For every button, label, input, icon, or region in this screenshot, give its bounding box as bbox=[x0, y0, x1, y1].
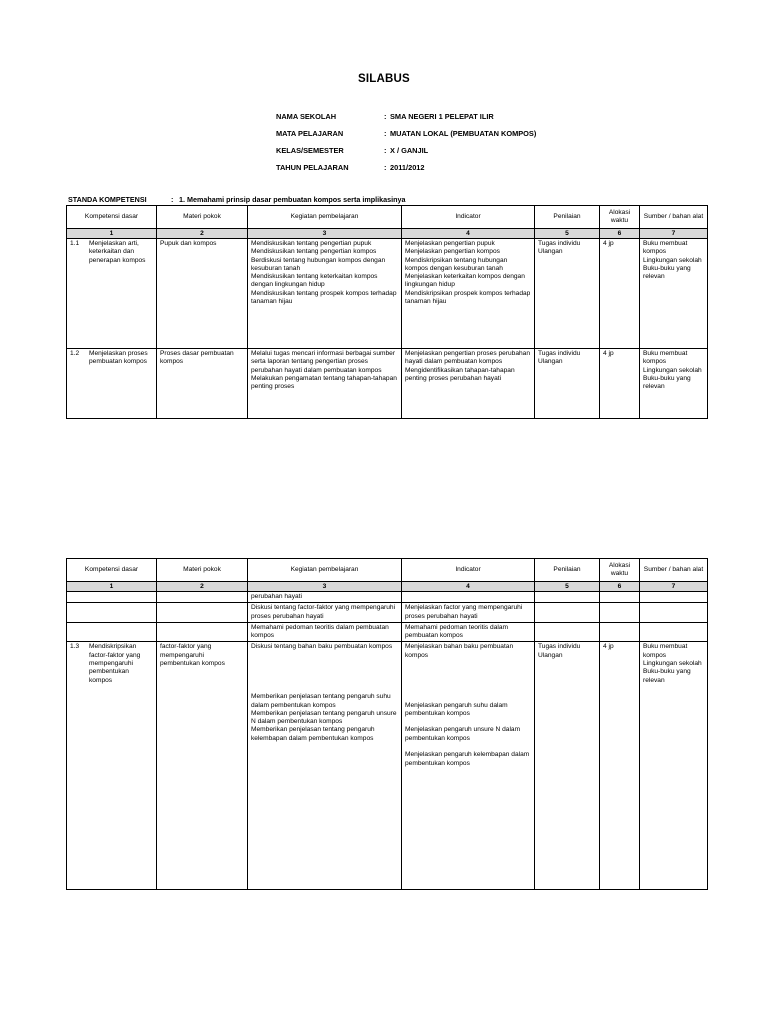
column-number-row bbox=[67, 582, 708, 592]
indikator-cell: Menjelaskan factor yang mempengaruhi proses perubahan hayati bbox=[402, 603, 535, 623]
waktu-cell bbox=[600, 622, 640, 642]
sumber-cell bbox=[640, 592, 708, 603]
header-cell: Kompetensi dasar bbox=[67, 206, 157, 229]
penilaian-cell bbox=[535, 592, 600, 603]
kd-text: Mendiskripsikan factor-faktor yang mempengaruhi pembentukan kompos bbox=[89, 643, 141, 684]
syllabus-table-1 bbox=[66, 205, 708, 419]
materi-cell bbox=[157, 603, 248, 623]
kegiatan-cell: Memahami pedoman teoritis dalam pembuatan kompos bbox=[248, 622, 402, 642]
kegiatan-cell: Diskusi tentang factor-faktor yang mempengaruhi proses perubahan hayati bbox=[248, 603, 402, 623]
column-number: 6 bbox=[600, 582, 640, 592]
penilaian-cell: Tugas individu Ulangan bbox=[535, 239, 600, 349]
kd-text: Menjelaskan proses pembuatan kompos bbox=[89, 350, 148, 366]
meta-value: 2011/2012 bbox=[390, 163, 425, 172]
meta-key: NAMA SEKOLAH bbox=[276, 112, 337, 121]
meta-colon: : bbox=[384, 163, 387, 172]
column-number: 7 bbox=[640, 582, 708, 592]
column-number: 5 bbox=[535, 582, 600, 592]
header-cell: Indicator bbox=[402, 559, 535, 582]
table-row bbox=[67, 603, 708, 623]
kegiatan-cell: Mendiskusikan tentang pengertian pupuk Mendiskusikan tentang pengertian kompos Berdiskusi tentang hubungan kompos dengan kesuburan tanah Mendiskusikan tentang keterkaitan kompos dengan lingkungan hidup Mendiskusikan tentang prospek kompos terhadap tanaman hijau bbox=[248, 239, 402, 349]
penilaian-cell: Tugas individu Ulangan bbox=[535, 642, 600, 890]
header-cell: Sumber / bahan alat bbox=[640, 559, 708, 582]
penilaian-cell bbox=[535, 622, 600, 642]
kd-number: 1.1 bbox=[70, 240, 80, 247]
table-row bbox=[67, 349, 708, 419]
waktu-cell: 4 jp bbox=[600, 349, 640, 419]
sumber-cell: Buku membuat kompos Lingkungan sekolah Buku-buku yang relevan bbox=[640, 349, 708, 419]
meta-colon: : bbox=[384, 112, 387, 121]
meta-key: TAHUN PELAJARAN bbox=[276, 163, 349, 172]
header-cell: Alokasi waktu bbox=[600, 559, 640, 582]
header-cell: Materi pokok bbox=[157, 206, 248, 229]
sumber-cell bbox=[640, 622, 708, 642]
materi-cell: Proses dasar pembuatan kompos bbox=[157, 349, 248, 419]
table-row bbox=[67, 592, 708, 603]
column-number: 6 bbox=[600, 229, 640, 239]
sumber-cell: Buku membuat kompos Lingkungan sekolah Buku-buku yang relevan bbox=[640, 239, 708, 349]
column-number: 2 bbox=[157, 582, 248, 592]
materi-cell bbox=[157, 622, 248, 642]
waktu-cell: 4 jp bbox=[600, 642, 640, 890]
sumber-cell bbox=[640, 603, 708, 623]
indikator-cell: Menjelaskan pengertian pupuk Menjelaskan pengertian kompos Mendiskripsikan tentang hubungan kompos dengan kesuburan tanah Menjelaskan keterkaitan kompos dengan lingkungan hidup Mendiskripsikan prospek kompos terhadap tanaman hijau bbox=[402, 239, 535, 349]
page-title: SILABUS bbox=[358, 73, 410, 85]
indikator-cell: Memahami pedoman teoritis dalam pembuatan kompos bbox=[402, 622, 535, 642]
waktu-cell bbox=[600, 603, 640, 623]
kd-cell bbox=[67, 239, 157, 349]
column-number: 1 bbox=[67, 582, 157, 592]
materi-cell: factor-faktor yang mempengaruhi pembentukan kompos bbox=[157, 642, 248, 890]
kd-cell bbox=[67, 642, 157, 890]
syllabus-table-2 bbox=[66, 558, 708, 890]
kd-cell bbox=[67, 592, 157, 603]
column-number: 7 bbox=[640, 229, 708, 239]
kd-text: Menjelaskan arti, keterkaitan dan penerapan kompos bbox=[89, 240, 146, 264]
kegiatan-cell: perubahan hayati bbox=[248, 592, 402, 603]
header-cell: Penilaian bbox=[535, 559, 600, 582]
indikator-cell: Menjelaskan bahan baku pembuatan kompos Menjelaskan pengaruh suhu dalam pembentukan kompos Menjelaskan pengaruh unsure N dalam pembentukan kompos Menjelaskan pengaruh kelembapan dalam pembentukan kompos bbox=[402, 642, 535, 890]
column-number: 2 bbox=[157, 229, 248, 239]
penilaian-cell bbox=[535, 603, 600, 623]
sumber-cell: Buku membuat kompos Lingkungan sekolah Buku-buku yang relevan bbox=[640, 642, 708, 890]
header-cell: Kegiatan pembelajaran bbox=[248, 559, 402, 582]
indikator-cell: Menjelaskan pengertian proses perubahan hayati dalam pembuatan kompos Mengidentifikasikan tahapan-tahapan penting proses perubahan hayati bbox=[402, 349, 535, 419]
waktu-cell: 4 jp bbox=[600, 239, 640, 349]
column-number-row bbox=[67, 229, 708, 239]
meta-key: KELAS/SEMESTER bbox=[276, 146, 344, 155]
indikator-cell bbox=[402, 592, 535, 603]
column-number: 3 bbox=[248, 582, 402, 592]
standar-value: 1. Memahami prinsip dasar pembuatan kompos serta implikasinya bbox=[179, 195, 406, 204]
table-row bbox=[67, 239, 708, 349]
header-cell: Indicator bbox=[402, 206, 535, 229]
penilaian-cell: Tugas individu Ulangan bbox=[535, 349, 600, 419]
materi-cell bbox=[157, 592, 248, 603]
standar-colon: : bbox=[171, 195, 174, 204]
table-row bbox=[67, 622, 708, 642]
column-number: 5 bbox=[535, 229, 600, 239]
header-cell: Kompetensi dasar bbox=[67, 559, 157, 582]
header-cell: Penilaian bbox=[535, 206, 600, 229]
meta-value: SMA NEGERI 1 PELEPAT ILIR bbox=[390, 112, 494, 121]
header-cell: Alokasi waktu bbox=[600, 206, 640, 229]
column-number: 3 bbox=[248, 229, 402, 239]
header-row bbox=[67, 559, 708, 582]
meta-colon: : bbox=[384, 129, 387, 138]
waktu-cell bbox=[600, 592, 640, 603]
kegiatan-cell: Melalui tugas mencari informasi berbagai sumber serta laporan tentang pengertian proses perubahan hayati dalam pembuatan kompos Melakukan pengamatan tentang tahapan-tahapan penting proses bbox=[248, 349, 402, 419]
standar-label: STANDA KOMPETENSI bbox=[68, 195, 147, 204]
meta-colon: : bbox=[384, 146, 387, 155]
column-number: 1 bbox=[67, 229, 157, 239]
kd-cell bbox=[67, 349, 157, 419]
column-number: 4 bbox=[402, 582, 535, 592]
header-cell: Sumber / bahan alat bbox=[640, 206, 708, 229]
header-cell: Kegiatan pembelajaran bbox=[248, 206, 402, 229]
meta-value: MUATAN LOKAL (PEMBUATAN KOMPOS) bbox=[390, 129, 537, 138]
kd-number: 1.2 bbox=[70, 350, 80, 357]
materi-cell: Pupuk dan kompos bbox=[157, 239, 248, 349]
table-row bbox=[67, 642, 708, 890]
kegiatan-cell: Diskusi tentang bahan baku pembuatan kompos Memberikan penjelasan tentang pengaruh suhu dalam pembentukan kompos Memberikan penjelasan tentang pengaruh unsure N dalam pembentukan kompos Memberikan penjelasan tentang pengaruh kelembapan dalam pembentukan kompos bbox=[248, 642, 402, 890]
kd-cell bbox=[67, 603, 157, 623]
meta-key: MATA PELAJARAN bbox=[276, 129, 344, 138]
kd-cell bbox=[67, 622, 157, 642]
header-cell: Materi pokok bbox=[157, 559, 248, 582]
kd-number: 1.3 bbox=[70, 643, 80, 651]
meta-value: X / GANJIL bbox=[390, 146, 429, 155]
column-number: 4 bbox=[402, 229, 535, 239]
header-row bbox=[67, 206, 708, 229]
